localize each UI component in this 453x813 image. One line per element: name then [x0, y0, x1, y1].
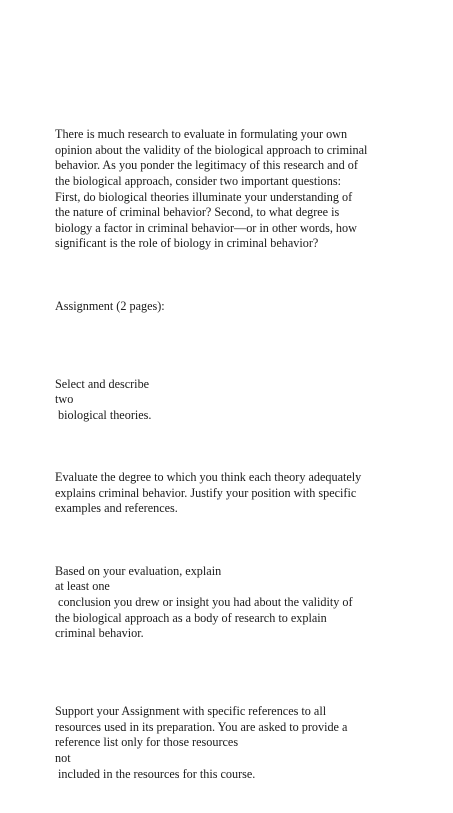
select-describe-paragraph: Select and describe two biological theories.	[55, 376, 152, 422]
references-paragraph: Support your Assignment with specific references to all resources used in its preparation. You are asked to provide a reference list only for those resources not included in the resources for this course.	[55, 704, 348, 781]
intro-paragraph: There is much research to evaluate in formulating your own opinion about the validity of the biological approach to criminal behavior. As you ponder the legitimacy of this research and of the biological approach, consider two important questions: First, do biological theories illuminate your understanding of the nature of criminal behavior? Second, to what degree is biology a factor in criminal behavior—or in other words, how significant is the role of biology in criminal behavior?	[55, 127, 368, 251]
evaluate-paragraph: Evaluate the degree to which you think each theory adequately explains criminal behavior. Justify your position with specific examples and references.	[55, 470, 362, 516]
conclusion-paragraph: Based on your evaluation, explain at least one conclusion you drew or insight you had about the validity of the biological approach as a body of research to explain criminal behavior.	[55, 563, 353, 641]
assignment-heading: Assignment (2 pages):	[55, 298, 165, 313]
document-body	[55, 96, 435, 813]
